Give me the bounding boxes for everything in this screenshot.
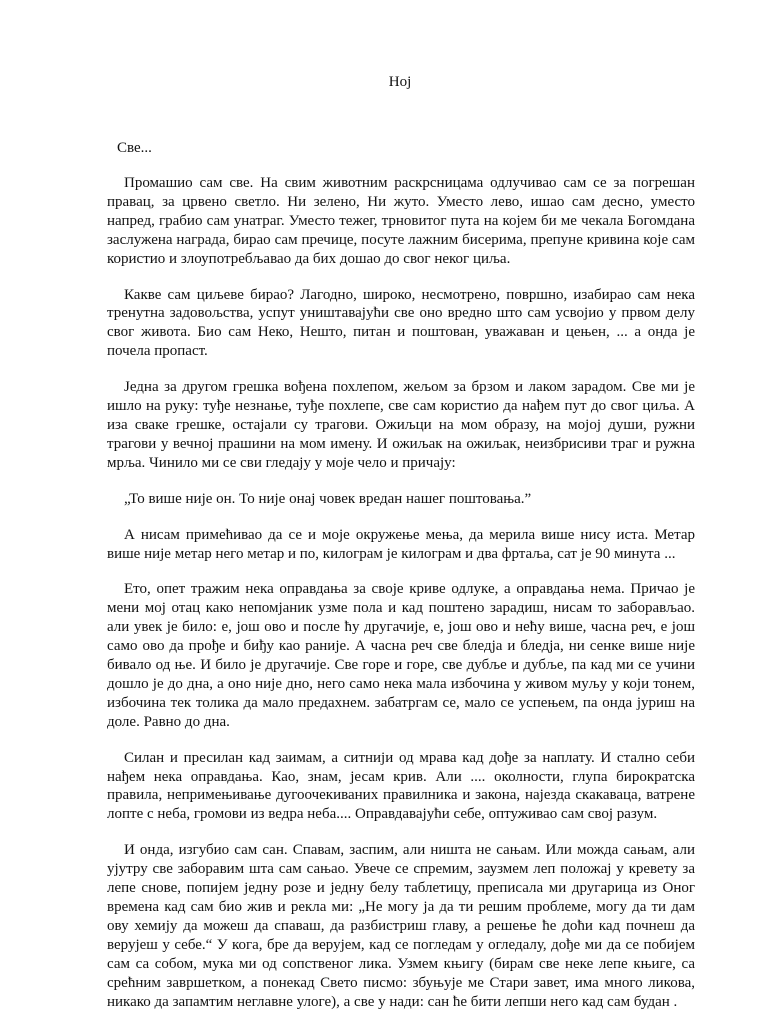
paragraph: Једна за другом грешка вођена похлепом, жељом за брзом и лаком зарадом. Све ми је ишло на руку: туђе незнање, туђе похлепе, све сам користио да нађем пут до свог циља. А иза сваке грешке, остајали су трагови. Ожиљци на мом образу, на мојој души, ружни трагови у вечној прашини на мом имену. И ожиљак на ожиљак, неизбрисиви траг и ружна мрља. Чинило ми се сви гледају у моје чело и причају: xyxy=(107,379,695,471)
paragraph: Силан и пресилан кад заимам, а ситнији од мрава кад дође за наплату. И стално себи нађем нека оправдања. Као, знам, јесам крив. Али .... околности, глупа бирократска правила, непримењивање дугоочекиваних правилника и закона, најезда скакаваца, ватрене лопте с неба, громови из ведра неба.... Оправдавајући себе, оптуживао сам свој разум. xyxy=(107,749,695,823)
paragraph: А нисам примећивао да се и моје окружење мења, да мерила више нису иста. Метар више није метар него метар и по, килограм је килограм и два фртаља, сат је 90 минута ... xyxy=(107,526,695,562)
quote-paragraph: „То више није он. То није онај човек вредан нашег поштовања.” xyxy=(124,490,532,507)
paragraph: Какве сам циљеве бирао? Лагодно, широко, несмотрено, површно, изабирао сам нека тренутна задовољства, успут уништавајући све оно вредно што сам усвојио у првом делу свог живота. Био сам Неко, Нешто, питан и поштован, уважаван и цењен, ... а онда је почела пропаст. xyxy=(107,286,695,360)
paragraph: Промашио сам све. На свим животним раскрсницама одлучивао сам се за погрешан правац, за црвено светло. Ни зелено, Ни жуто. Уместо лево, ишао сам десно, уместо напред, грабио сам унатраг. Уместо тежег, трновитог пута на којем би ме чекала Богомдана заслужена награда, бирао сам пречице, посуте лажним бисерима, препуне кривина које сам користио и злоупотребљавао да бих дошао до свог неког циља. xyxy=(107,175,695,267)
document-title: Ној xyxy=(388,74,412,90)
document-body xyxy=(107,174,695,1028)
paragraph: Ето, опет тражим нека оправдања за своје криве одлуке, а оправдања нема. Причао је мени мој отац како непомјаник узме пола и кад поштено зарадиш, нисам то заборављао. али увек је било: е, још ово и после ћу другачије, е, још ово и нећу више, часна реч, е још само ово да прође и биђу као раније. А часна реч све бледја и бледја, ни сенке више није бивало од ње. И било је другачије. Све горе и горе, све дубље и дубље, па кад ми се учини дошло је до дна, а оно није дно, него само нека мала избочина у живом муљу у који тонем, избочина тек толика да мало предахнем. забатргам се, мало се успењем, па онда јуриш на доле. Равно до дна. xyxy=(107,581,695,730)
paragraph: И онда, изгубио сам сан. Спавам, заспим, али ништа не сањам. Или можда сањам, али ујутру све заборавим шта сам сањао. Увече се спремим, заузмем леп положај у кревету за лепе снове, попијем једну розе и једну белу таблетицу, преписала ми другарица из Оног времена кад сам био жив и рекла ми: „Не могу ја да ти решим проблеме, могу да ти дам ову хемију да можеш да спаваш, да разбистриш главу, а решење ће доћи кад почнеш да верујеш у себе.“ У кога, бре да верујем, кад се погледам у огледалу, дође ми да се побијем сам са собом, мука ми од сопственог лика. Узмем књигу (бирам све неке лепе књиге, са срећним завршетком, а понекад Свето писмо: збуњује ме Стари завет, има много ликова, никако да запамтим неглавне улоге), а све у нади: сан ће бити лепши него кад сам будан . xyxy=(107,842,695,1010)
opening-line: Све... xyxy=(117,140,152,156)
